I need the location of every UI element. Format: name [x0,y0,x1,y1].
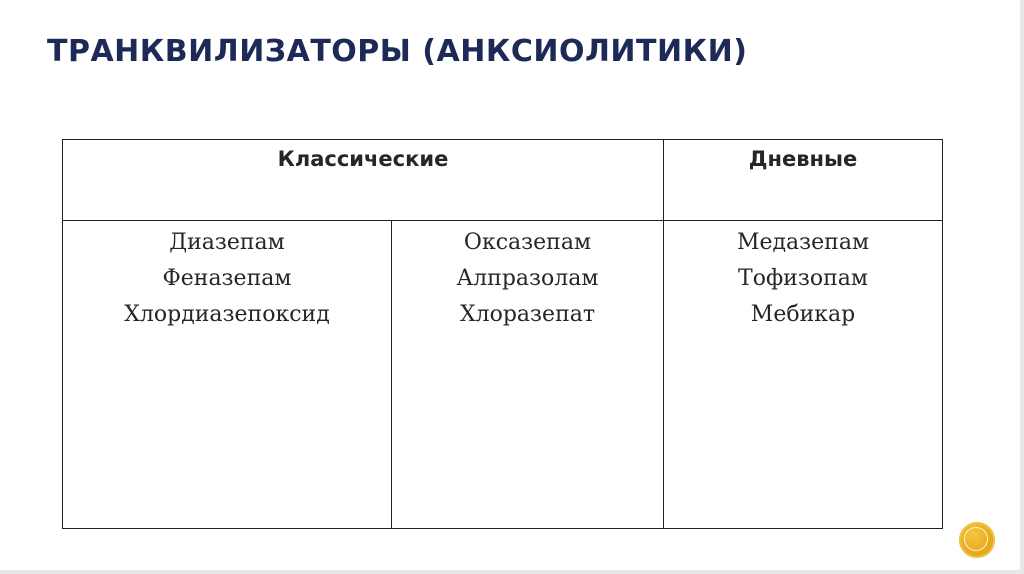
header-daytime: Дневные [664,140,943,221]
badge-ring [964,527,988,551]
drug-name: Алпразолам [456,266,599,291]
table-header-row [63,140,943,221]
column-classic-1 [63,221,392,529]
drug-name: Мебикар [750,302,856,327]
drug-name: Диазепам [169,230,285,255]
table-row [63,221,943,529]
slide-title: ТРАНКВИЛИЗАТОРЫ (АНКСИОЛИТИКИ) [47,34,748,69]
drug-name: Оксазепам [463,230,592,255]
drug-name: Медазепам [736,230,870,255]
drug-classification-table [62,139,943,529]
header-classic: Классические [63,140,664,221]
drug-name: Феназепам [162,266,292,291]
column-daytime [664,221,943,529]
drug-name: Тофизопам [738,266,868,291]
gold-circle-icon [959,522,995,558]
drug-name: Хлоразепат [459,302,596,327]
column-classic-2 [392,221,664,529]
drug-name: Хлордиазепоксид [124,302,330,327]
